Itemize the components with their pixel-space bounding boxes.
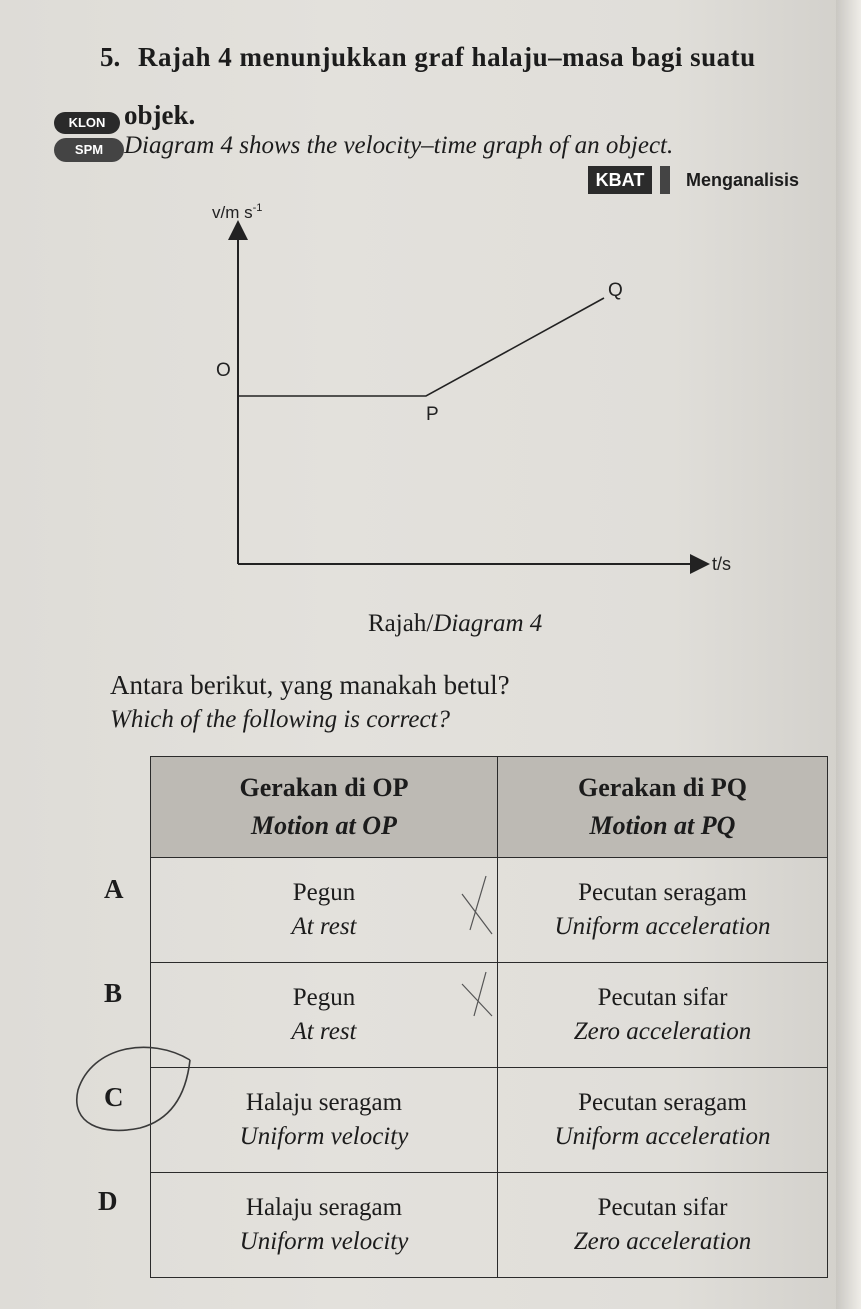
cell-b-pq: Pecutan sifar Zero acceleration xyxy=(498,963,828,1068)
point-label-o: O xyxy=(216,360,231,381)
question-number: 5. xyxy=(100,42,121,72)
table-header-row xyxy=(151,757,828,858)
cell-b-op: Pegun At rest xyxy=(151,963,498,1068)
cell-c-pq: Pecutan seragam Uniform acceleration xyxy=(498,1068,828,1173)
cell-a-op: Pegun At rest xyxy=(151,858,498,963)
diagram-caption: Rajah/Diagram 4 xyxy=(368,610,543,637)
question-text-en: Diagram 4 shows the velocity–time graph of an object. xyxy=(124,132,674,159)
question-text-ms-line1: Rajah 4 menunjukkan graf halaju–masa bagi suatu xyxy=(138,42,756,72)
prompt-ms: Antara berikut, yang manakah betul? xyxy=(110,670,510,700)
cell-a-pq: Pecutan seragam Uniform acceleration xyxy=(498,858,828,963)
cell-d-pq: Pecutan sifar Zero acceleration xyxy=(498,1173,828,1278)
spm-badge: SPM xyxy=(54,138,124,162)
option-letter-c[interactable]: C xyxy=(104,1082,124,1112)
kbat-badge: KBAT xyxy=(588,166,652,194)
header-motion-op: Gerakan di OP Motion at OP xyxy=(151,757,498,858)
klon-badge: KLON xyxy=(54,112,120,134)
option-letter-b[interactable]: B xyxy=(104,978,123,1008)
question-text-ms-line2: objek. xyxy=(124,100,196,130)
option-letter-d[interactable]: D xyxy=(98,1186,118,1216)
kbat-skill-label: Menganalisis xyxy=(686,170,800,190)
answer-options-table xyxy=(150,756,828,1278)
x-axis-label: t/s xyxy=(712,554,732,574)
cell-c-op: Halaju seragam Uniform velocity xyxy=(151,1068,498,1173)
table-row xyxy=(151,1173,828,1278)
point-label-p: P xyxy=(426,404,439,425)
option-letter-a[interactable]: A xyxy=(104,874,124,904)
header-motion-pq: Gerakan di PQ Motion at PQ xyxy=(498,757,828,858)
cell-d-op: Halaju seragam Uniform velocity xyxy=(151,1173,498,1278)
table-row xyxy=(151,963,828,1068)
table-row xyxy=(151,1068,828,1173)
table-row xyxy=(151,858,828,963)
page-edge xyxy=(836,0,861,1309)
graph-line-op-pq xyxy=(238,298,604,396)
prompt-en: Which of the following is correct? xyxy=(110,706,451,733)
point-label-q: Q xyxy=(608,280,623,301)
y-axis-label: v/m $s^{-1}$ xyxy=(212,202,263,222)
kbat-tab xyxy=(660,166,670,194)
velocity-time-graph xyxy=(200,200,760,590)
